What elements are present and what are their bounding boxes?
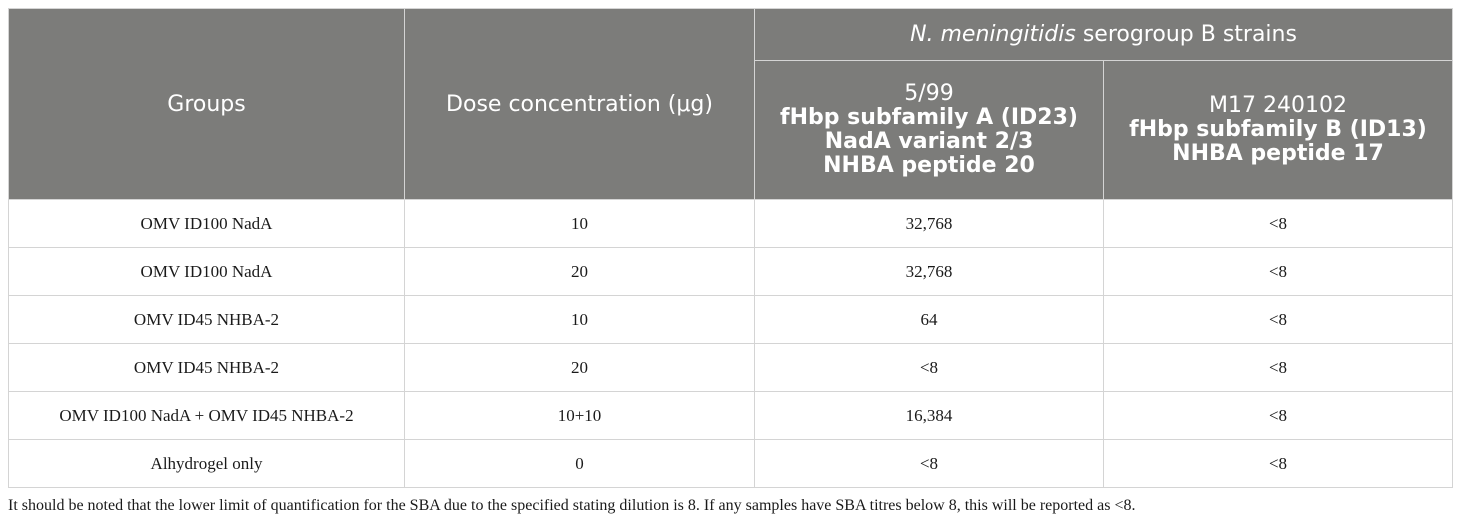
dose-cell: 10: [405, 200, 755, 248]
serogroup-label: serogroup B strains: [1075, 22, 1297, 47]
table-footnote: It should be noted that the lower limit of quantification for the SBA due to the specified stating dilution is 8. If any samples have SBA titres below 8, this will be reported as <8.: [8, 497, 1136, 514]
group-cell: OMV ID100 NadA + OMV ID45 NHBA-2: [9, 392, 405, 440]
strain-1-titre-cell: <8: [755, 440, 1104, 488]
strain-1-line: NHBA peptide 20: [823, 153, 1035, 178]
strain-2-line: NHBA peptide 17: [1172, 141, 1384, 166]
strain-1-name: 5/99: [904, 81, 954, 106]
strain-1-titre-cell: <8: [755, 344, 1104, 392]
group-cell: OMV ID45 NHBA-2: [9, 296, 405, 344]
dose-cell: 20: [405, 248, 755, 296]
strain-1-titre-cell: 32,768: [755, 248, 1104, 296]
table-row: [9, 200, 1453, 248]
strain-2-titre-cell: <8: [1104, 440, 1453, 488]
strain-1-header: [755, 61, 1104, 200]
strain-1-titre-cell: 64: [755, 296, 1104, 344]
group-cell: Alhydrogel only: [9, 440, 405, 488]
table-header: [9, 9, 1453, 200]
table-row: [9, 344, 1453, 392]
results-table: [8, 8, 1453, 488]
strain-2-line: fHbp subfamily B (ID13): [1129, 117, 1427, 142]
strain-1-titre-cell: 32,768: [755, 200, 1104, 248]
strain-2-titre-cell: <8: [1104, 248, 1453, 296]
strain-2-name: M17 240102: [1209, 93, 1347, 118]
table-row: [9, 248, 1453, 296]
species-name: N. meningitidis: [910, 22, 1076, 47]
strain-1-line: fHbp subfamily A (ID23): [780, 105, 1078, 130]
group-cell: OMV ID100 NadA: [9, 200, 405, 248]
strains-group-header: [755, 9, 1453, 61]
dose-cell: 20: [405, 344, 755, 392]
strain-2-titre-cell: <8: [1104, 344, 1453, 392]
table-body: [9, 200, 1453, 488]
table-row: [9, 392, 1453, 440]
strain-2-titre-cell: <8: [1104, 296, 1453, 344]
dose-column-header: Dose concentration (μg): [405, 9, 755, 200]
table-row: [9, 440, 1453, 488]
strain-1-line: NadA variant 2/3: [824, 129, 1034, 154]
strain-1-titre-cell: 16,384: [755, 392, 1104, 440]
groups-column-header: Groups: [9, 9, 405, 200]
dose-cell: 0: [405, 440, 755, 488]
dose-cell: 10+10: [405, 392, 755, 440]
strain-2-header: [1104, 61, 1453, 200]
dose-cell: 10: [405, 296, 755, 344]
group-cell: OMV ID45 NHBA-2: [9, 344, 405, 392]
strain-2-titre-cell: <8: [1104, 200, 1453, 248]
group-cell: OMV ID100 NadA: [9, 248, 405, 296]
table-row: [9, 296, 1453, 344]
strain-2-titre-cell: <8: [1104, 392, 1453, 440]
